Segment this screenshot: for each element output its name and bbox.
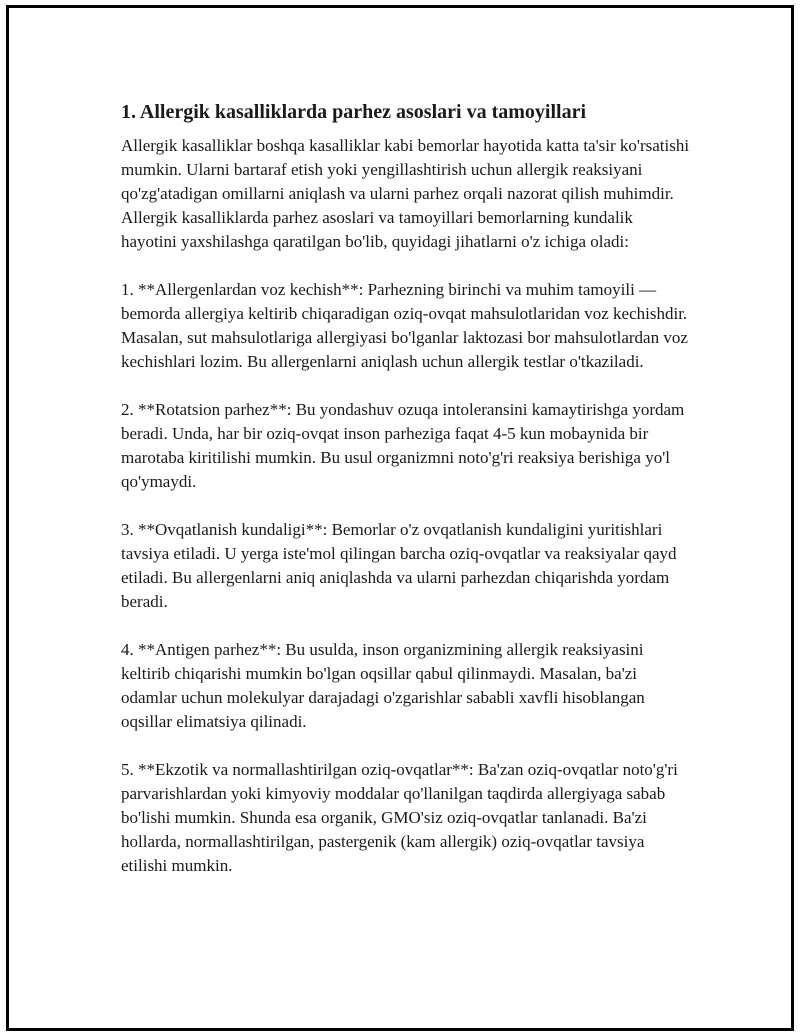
page-title: 1. Allergik kasalliklarda parhez asoslari va tamoyillari [121,101,586,123]
document-body [121,98,691,902]
list-item-5: 5. **Ekzotik va normallashtirilgan oziq-ovqatlar**: Ba'zan oziq-ovqatlar noto'g'ri parvarishlardan yoki kimyoviy moddalar qo'llanilgan taqdirda allergiyaga sabab bo'lishi mumkin. Shunda esa organik, GMO'siz oziq-ovqatlar tanlanadi. Ba'zi hollarda, normallashtirilgan, pastergenik (kam allergik) oziq-ovqatlar tavsiya etilishi mumkin. [121,760,678,875]
list-item-1: 1. **Allergenlardan voz kechish**: Parhezning birinchi va muhim tamoyili — bemorda allergiya keltirib chiqaradigan oziq-ovqat mahsulotlaridan voz kechishdir. Masalan, sut mahsulotlariga allergiyasi bo'lganlar laktozasi bor mahsulotlardan voz kechishlari lozim. Bu allergenlarni aniqlash uchun allergik testlar o'tkaziladi. [121,280,688,371]
list-item-2: 2. **Rotatsion parhez**: Bu yondashuv ozuqa intoleransini kamaytirishga yordam beradi. Unda, har bir oziq-ovqat inson parheziga faqat 4-5 kun mobaynida bir marotaba kiritilishi mumkin. Bu usul organizmni noto'g'ri reaksiya berishiga yo'l qo'ymaydi. [121,400,685,491]
list-item-4: 4. **Antigen parhez**: Bu usulda, inson organizmining allergik reaksiyasini keltirib chiqarishi mumkin bo'lgan oqsillar qabul qilinmaydi. Masalan, ba'zi odamlar uchun molekulyar darajadagi o'zgarishlar sababli xavfli hisoblangan oqsillar elimatsiya qilinadi. [121,640,645,731]
list-item-3: 3. **Ovqatlanish kundaligi**: Bemorlar o'z ovqatlanish kundaligini yuritishlari tavsiya etiladi. U yerga iste'mol qilingan barcha oziq-ovqatlar va reaksiyalar qayd etiladi. Bu allergenlarni aniq aniqlashda va ularni parhezdan chiqarishda yordam beradi. [121,520,677,611]
intro-paragraph: Allergik kasalliklar boshqa kasalliklar kabi bemorlar hayotida katta ta'sir ko'rsatishi mumkin. Ularni bartaraf etish yoki yengillashtirish uchun allergik reaksiyani qo'zg'atadigan omillarni aniqlash va ularni parhez orqali nazorat qilish muhimdir. Allergik kasalliklarda parhez asoslari va tamoyillari bemorlarning kundalik hayotini yaxshilashga qaratilgan bo'lib, quyidagi jihatlarni o'z ichiga oladi: [121,136,690,251]
page-frame [6,5,794,1031]
